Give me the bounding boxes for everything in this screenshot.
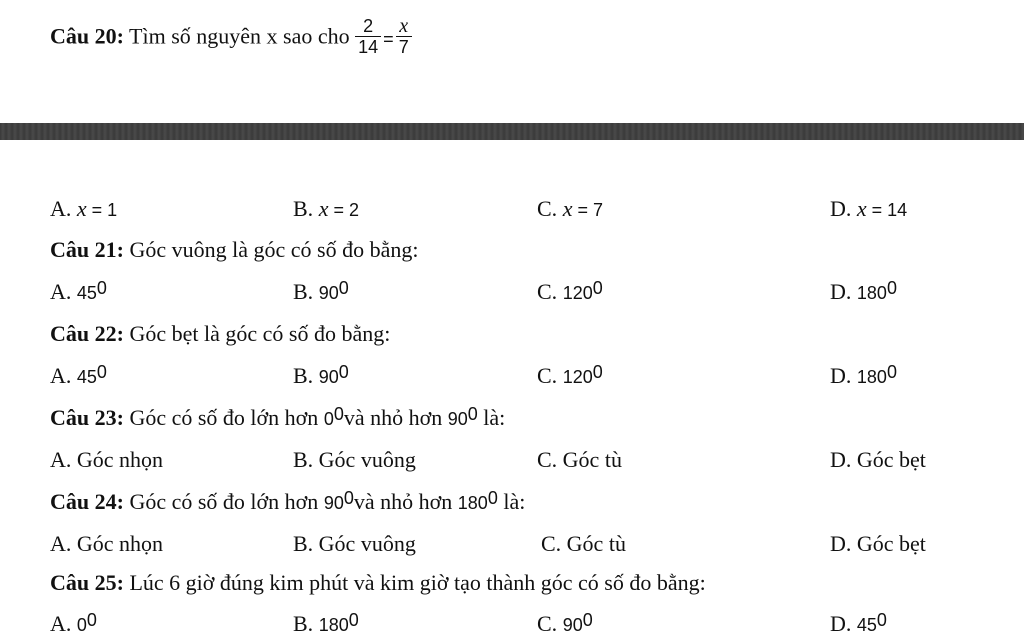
question-25-label: Câu 25: [50, 570, 124, 595]
option-letter: D. [830, 611, 852, 636]
q21-option-b[interactable] [293, 279, 349, 306]
option-letter: A. [50, 363, 72, 388]
option-letter: D. [830, 363, 852, 388]
fraction-right [396, 16, 412, 57]
option-var: x [318, 196, 329, 221]
degree-mark: 0 [338, 362, 349, 382]
question-22 [50, 321, 390, 347]
degree-mark: 0 [886, 278, 897, 298]
degree-mark: 0 [333, 404, 344, 424]
degree-mark: 0 [338, 278, 349, 298]
separator-bar [0, 123, 1024, 140]
q20-option-c[interactable] [537, 196, 603, 223]
option-value: 45 [76, 283, 97, 303]
option-letter: D. [830, 196, 852, 221]
degree-mark: 0 [96, 362, 107, 382]
q20-option-b[interactable] [293, 196, 359, 223]
option-value: 120 [562, 283, 593, 303]
option-letter: B. [293, 611, 314, 636]
degree-mark: 0 [487, 488, 498, 508]
option-value: 7 [592, 200, 603, 220]
question-20-text: Tìm số nguyên x sao cho [123, 23, 350, 49]
option-value: 180 [856, 367, 887, 387]
q22-option-a[interactable] [50, 363, 107, 390]
q23-option-d[interactable]: D. Góc bẹt [830, 447, 926, 472]
degree-mark: 0 [96, 278, 107, 298]
q21-option-c[interactable] [537, 279, 603, 306]
degree-mark: 0 [343, 488, 354, 508]
option-letter: A. [50, 279, 72, 304]
degree-mark: 0 [886, 362, 897, 382]
question-21 [50, 237, 418, 263]
angle-value-2: 180 [457, 493, 488, 513]
question-23-text-a: Góc có số đo lớn hơn [123, 405, 324, 430]
question-23 [50, 405, 505, 432]
question-22-label: Câu 22: [50, 321, 124, 346]
q24-option-a[interactable]: A. Góc nhọn [50, 531, 164, 556]
q23-option-a[interactable]: A. Góc nhọn [50, 447, 164, 472]
option-value: 14 [887, 200, 908, 220]
degree-mark: 0 [86, 610, 97, 630]
option-value: 180 [318, 615, 349, 635]
option-letter: C. [537, 611, 558, 636]
option-letter: B. [293, 279, 314, 304]
option-letter: C. [537, 363, 558, 388]
q22-option-c[interactable] [537, 363, 603, 390]
option-value: 120 [562, 367, 593, 387]
degree-mark: 0 [876, 610, 887, 630]
option-var: x [562, 196, 573, 221]
question-23-label: Câu 23: [50, 405, 124, 430]
q23-option-c[interactable]: C. Góc tù [537, 447, 622, 472]
equals-sign: = [383, 28, 394, 49]
option-letter: D. [830, 279, 852, 304]
q24-option-c[interactable]: C. Góc tù [541, 531, 626, 556]
question-20-label: Câu 20: [50, 23, 124, 49]
degree-mark: 0 [348, 610, 359, 630]
option-eq: = [572, 200, 593, 220]
q25-option-c[interactable] [537, 611, 593, 638]
fraction-right-denominator: 7 [398, 37, 409, 57]
q21-option-d[interactable] [830, 279, 897, 306]
angle-value-1: 0 [323, 409, 334, 429]
question-21-label: Câu 21: [50, 237, 124, 262]
option-eq: = [866, 200, 888, 220]
q25-option-d[interactable] [830, 611, 887, 638]
option-letter: C. [537, 279, 558, 304]
q23-option-b[interactable]: B. Góc vuông [293, 447, 416, 472]
q20-option-a[interactable] [50, 196, 117, 223]
angle-value-1: 90 [323, 493, 344, 513]
question-24 [50, 489, 525, 516]
degree-mark: 0 [592, 362, 603, 382]
option-value: 90 [318, 283, 339, 303]
option-letter: B. [293, 363, 314, 388]
option-letter: A. [50, 611, 72, 636]
q21-option-a[interactable] [50, 279, 107, 306]
question-23-text-b: và nhỏ hơn [343, 405, 448, 430]
degree-mark: 0 [592, 278, 603, 298]
option-value: 45 [76, 367, 97, 387]
question-24-text-b: và nhỏ hơn [353, 489, 458, 514]
fraction-right-numerator: x [396, 16, 412, 37]
q24-option-b[interactable]: B. Góc vuông [293, 531, 416, 556]
question-24-text-c: là: [497, 489, 526, 514]
option-eq: = [86, 200, 108, 220]
question-25 [50, 570, 706, 596]
question-24-label: Câu 24: [50, 489, 124, 514]
fraction-left-denominator: 14 [358, 37, 379, 57]
option-value: 2 [348, 200, 359, 220]
option-letter: C. [537, 196, 558, 221]
option-letter: B. [293, 196, 314, 221]
option-eq: = [328, 200, 349, 220]
option-value: 1 [107, 200, 118, 220]
q22-option-d[interactable] [830, 363, 897, 390]
option-var: x [856, 196, 867, 221]
option-value: 180 [856, 283, 887, 303]
question-22-text: Góc bẹt là góc có số đo bằng: [123, 321, 391, 346]
option-var: x [76, 196, 87, 221]
q25-option-a[interactable] [50, 611, 97, 638]
option-value: 90 [318, 367, 339, 387]
degree-mark: 0 [467, 404, 478, 424]
fraction-left-numerator: 2 [355, 16, 381, 37]
question-21-text: Góc vuông là góc có số đo bằng: [123, 237, 419, 262]
q24-option-d[interactable]: D. Góc bẹt [830, 531, 926, 556]
question-24-text-a: Góc có số đo lớn hơn [123, 489, 324, 514]
degree-mark: 0 [582, 610, 593, 630]
q25-option-b[interactable] [293, 611, 359, 638]
option-letter: A. [50, 196, 72, 221]
option-value: 0 [76, 615, 87, 635]
angle-value-2: 90 [447, 409, 468, 429]
option-value: 90 [562, 615, 583, 635]
option-value: 45 [856, 615, 877, 635]
question-23-text-c: là: [477, 405, 506, 430]
fraction-left [355, 16, 381, 57]
q22-option-b[interactable] [293, 363, 349, 390]
q20-option-d[interactable] [830, 196, 907, 223]
question-25-text: Lúc 6 giờ đúng kim phút và kim giờ tạo thành góc có số đo bằng: [123, 570, 706, 595]
question-20 [50, 15, 412, 59]
